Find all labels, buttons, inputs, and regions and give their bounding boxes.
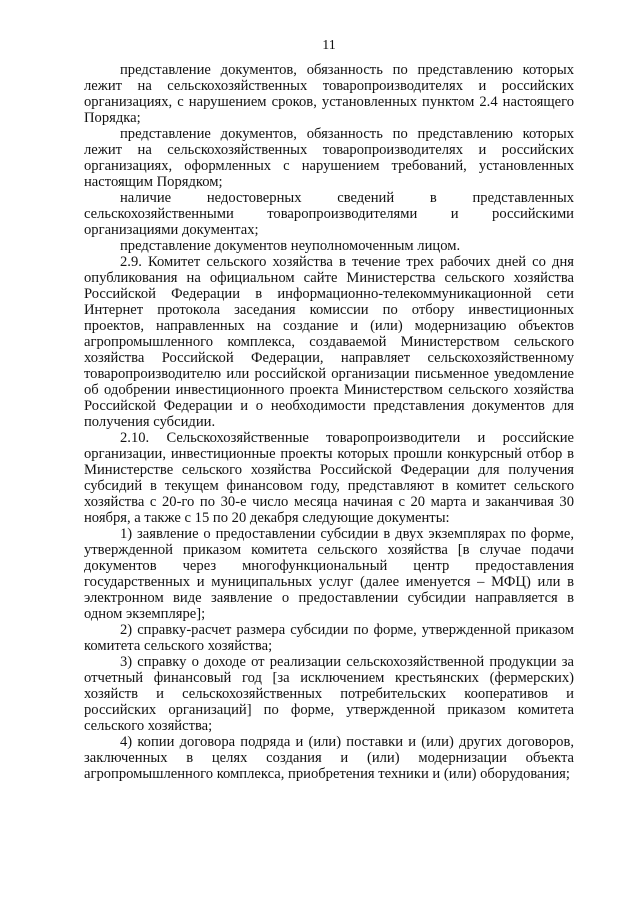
list-item-2-calculation: 2) справку-расчет размера субсидии по форме, утвержденной приказом комитета сельского хозяйства;	[84, 622, 574, 654]
document-page	[84, 38, 574, 878]
paragraph-unauthorized-person: представление документов неуполномоченным лицом.	[120, 238, 461, 254]
list-item-4-contract-copies: 4) копии договора подряда и (или) поставки и (или) других договоров, заключенных в целях создания и (или) модернизации объекта агропромышленного комплекса, приобретения техники и (или) оборудования;	[84, 734, 574, 782]
list-item-3-income-certificate: 3) справку о доходе от реализации сельскохозяйственной продукции за отчетный финансовый год [за исключением крестьянских (фермерских) хозяйств и сельскохозяйственных потребительских кооперативов и российских организаций] по форме, утвержденной приказом комитета сельского хозяйства;	[84, 654, 574, 734]
document-body	[84, 62, 574, 782]
paragraph-false-information: наличие недостоверных сведений в представленных сельскохозяйственными товаропроизводителями и российскими организациями документах;	[84, 190, 574, 238]
paragraph-late-submission: представление документов, обязанность по представлению которых лежит на сельскохозяйственных товаропроизводителях и российских организациях, с нарушением сроков, установленных пунктом 2.4 настоящего Порядка;	[84, 62, 574, 126]
page-number: 11	[322, 38, 336, 53]
paragraph-clause-2-10: 2.10. Сельскохозяйственные товаропроизводители и российские организации, инвестиционные проекты которых прошли конкурсный отбор в Министерстве сельского хозяйства Российской Федерации для получения субсидий в текущем финансовом году, представляют в комитет сельского хозяйства с 20-го по 30-е число месяца начиная с 20 марта и заканчивая 30 ноября, а также с 15 по 20 декабря следующие документы:	[84, 430, 574, 526]
paragraph-clause-2-9: 2.9. Комитет сельского хозяйства в течение трех рабочих дней со дня опубликования на официальном сайте Министерства сельского хозяйства Российской Федерации в информационно-телекоммуникационной сети Интернет протокола заседания комиссии по отбору инвестиционных проектов, направленных на создание и (или) модернизацию объектов агропромышленного комплекса, создаваемой Министерством сельского хозяйства Российской Федерации, направляет сельскохозяйственному товаропроизводителю или российской организации письменное уведомление об одобрении инвестиционного проекта Министерством сельского хозяйства Российской Федерации и о необходимости представления документов для получения субсидии.	[84, 254, 574, 430]
list-item-1-application: 1) заявление о предоставлении субсидии в двух экземплярах по форме, утвержденной приказом комитета сельского хозяйства [в случае подачи документов через многофункциональный центр предоставления государственных и муниципальных услуг (далее именуется – МФЦ) или в электронном виде заявление о предоставлении субсидии направляется в одном экземпляре];	[84, 526, 574, 622]
paragraph-improper-format: представление документов, обязанность по представлению которых лежит на сельскохозяйственных товаропроизводителях и российских организациях, оформленных с нарушением требований, установленных настоящим Порядком;	[84, 126, 574, 190]
